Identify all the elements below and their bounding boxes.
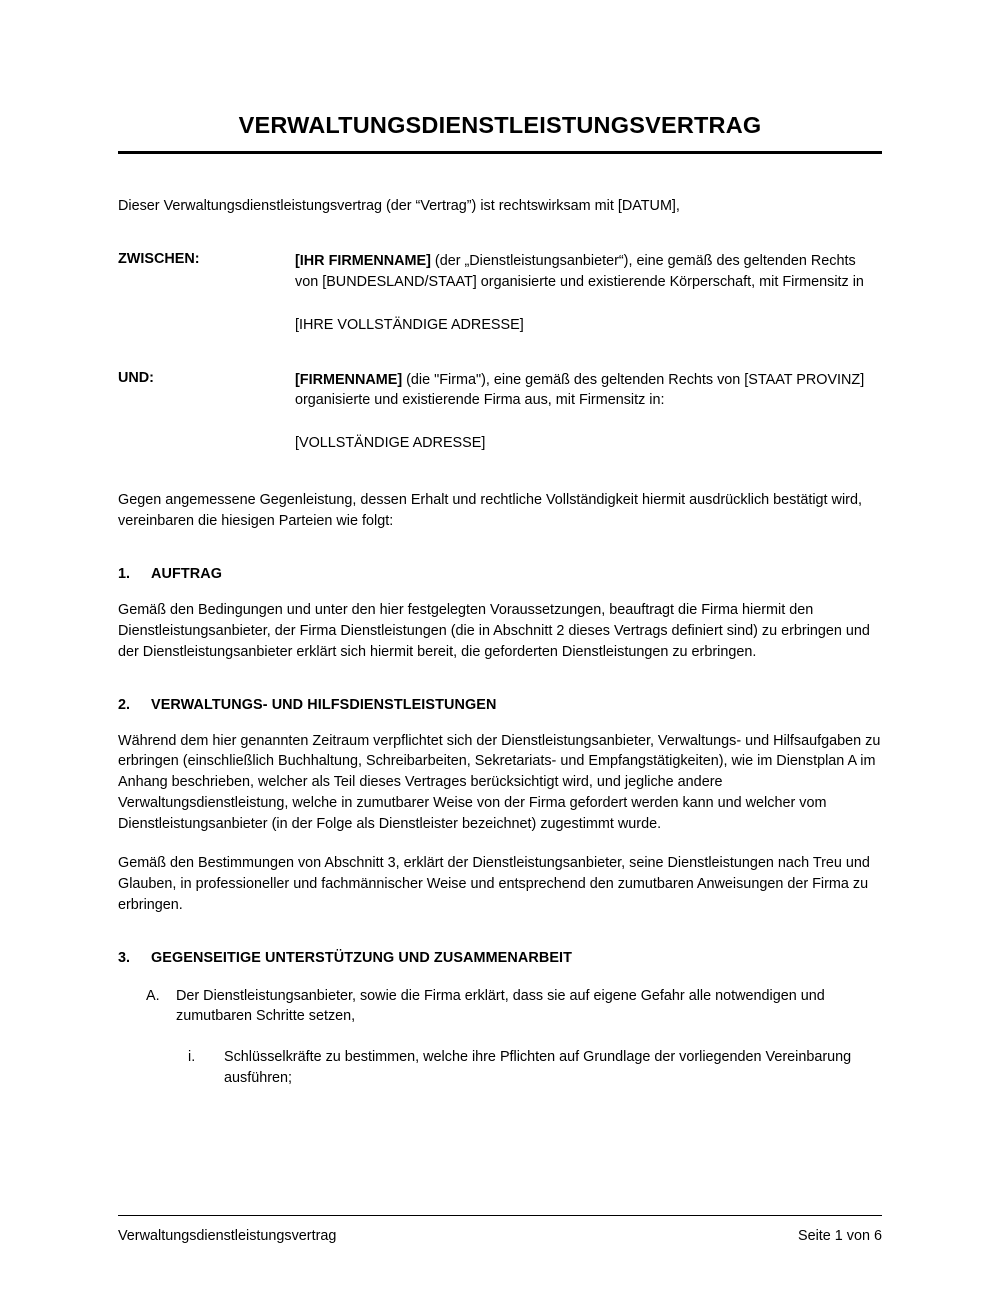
sub-sub-list	[146, 1047, 882, 1089]
section-heading	[118, 566, 882, 582]
section-1	[118, 566, 882, 663]
sub-sub-item-i	[188, 1047, 882, 1089]
footer-document-name: Verwaltungsdienstleistungsvertrag	[118, 1228, 337, 1244]
section-paragraph: Gemäß den Bedingungen und unter den hier festgelegten Voraussetzungen, beauftragt die Firma hiermit den Dienstleistungsanbieter, der Firma Dienstleistungen (die in Abschnitt 2 dieses Vertrags definiert sind) zu erbringen und der Dienstleistungsanbieter erklärt sich hiermit bereit, die geforderten Dienstleistungen zu erbringen.	[118, 601, 870, 660]
party-label: UND:	[118, 369, 154, 386]
footer-divider	[118, 1215, 882, 1216]
sub-list	[118, 986, 882, 1090]
sub-item-marker: A.	[146, 987, 160, 1004]
sub-sub-item-text: Schlüsselkräfte zu bestimmen, welche ihre Pflichten auf Grundlage der vorliegenden Vereinbarung ausführen;	[224, 1049, 852, 1087]
page-footer	[118, 1215, 882, 1244]
party-name: [FIRMENNAME]	[295, 371, 403, 388]
sub-item-a	[146, 986, 882, 1028]
section-2	[118, 697, 882, 916]
section-heading	[118, 950, 882, 966]
party-description-line	[295, 251, 882, 293]
party-address: [IHRE VOLLSTÄNDIGE ADRESSE]	[295, 316, 524, 333]
party-block-and	[118, 370, 882, 455]
section-title: VERWALTUNGS- UND HILFSDIENSTLEISTUNGEN	[151, 696, 497, 713]
sub-item-text: Der Dienstleistungsanbieter, sowie die Firma erklärt, dass sie auf eigene Gefahr alle notwendigen und zumutbaren Schritte setzen,	[176, 987, 825, 1025]
section-number: 2.	[118, 696, 131, 713]
section-title: GEGENSEITIGE UNTERSTÜTZUNG UND ZUSAMMENARBEIT	[151, 949, 573, 966]
party-description: (der „Dienstleistungsanbieter“), eine gemäß des geltenden Rechts von [BUNDESLAND/STAAT] organisierte und existierende Körperschaft, mit Firmensitz in	[295, 252, 864, 290]
title-divider	[118, 151, 882, 154]
footer-page-number: Seite 1 von 6	[797, 1228, 882, 1244]
section-paragraph: Gemäß den Bestimmungen von Abschnitt 3, erklärt der Dienstleistungsanbieter, seine Dienstleistungen nach Treu und Glauben, in professioneller und fachmännischer Weise und entsprechend den zumutbaren Anweisungen der Firma zu erbringen.	[118, 854, 870, 913]
section-number: 3.	[118, 949, 131, 966]
section-heading	[118, 697, 882, 713]
party-name: [IHR FIRMENNAME]	[295, 252, 431, 269]
section-paragraph: Während dem hier genannten Zeitraum verpflichtet sich der Dienstleistungsanbieter, Verwaltungs- und Hilfsaufgaben zu erbringen (einschließlich Buchhaltung, Schreibarbeiten, Sekretariats- und Empfangstätigkeiten), wie im Dienstplan A im Anhang beschrieben, welcher als Teil dieses Vertrages berücksichtigt wird, und jegliche andere Verwaltungsdienstleistung, welche in zumutbarer Weise von der Firma gefordert werden kann und welcher vom Dienstleistungsanbieter (in der Folge als Dienstleister bezeichnet) zugestimmt wurde.	[118, 732, 881, 832]
party-body	[295, 370, 882, 455]
intro-paragraph: Dieser Verwaltungsdienstleistungsvertrag (der “Vertrag”) ist rechtswirksam mit [DATUM],	[118, 198, 680, 214]
section-3	[118, 950, 882, 1090]
section-number: 1.	[118, 565, 131, 582]
page-title: VERWALTUNGSDIENSTLEISTUNGSVERTRAG	[238, 112, 762, 138]
section-title: AUFTRAG	[151, 565, 223, 582]
footer-row	[118, 1228, 882, 1244]
party-description: (die "Firma"), eine gemäß des geltenden Rechts von [STAAT PROVINZ] organisierte und existierende Firma aus, mit Firmensitz in:	[295, 371, 865, 409]
party-label: ZWISCHEN:	[118, 250, 200, 267]
party-address: [VOLLSTÄNDIGE ADRESSE]	[295, 435, 486, 452]
party-body	[295, 251, 882, 336]
party-block-between	[118, 251, 882, 336]
consideration-paragraph: Gegen angemessene Gegenleistung, dessen Erhalt und rechtliche Vollständigkeit hiermit ausdrücklich bestätigt wird, vereinbaren die hiesigen Parteien wie folgt:	[118, 492, 862, 529]
party-description-line	[295, 370, 882, 412]
sub-sub-item-marker: i.	[188, 1049, 196, 1066]
